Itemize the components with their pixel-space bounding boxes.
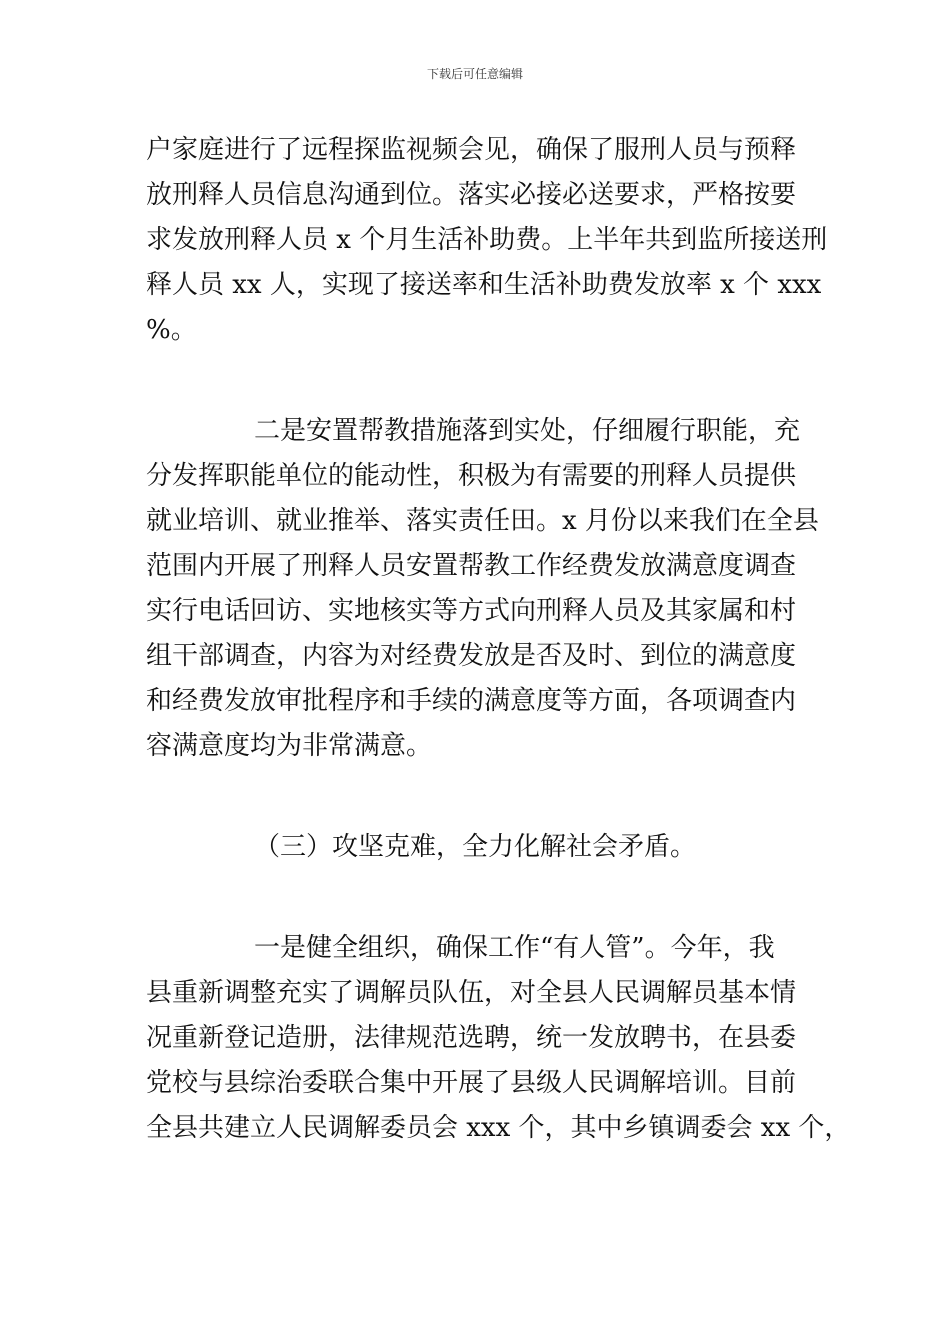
paragraph-line: 户家庭进行了远程探监视频会见，确保了服刑人员与预释 — [146, 135, 797, 165]
paragraph-line: 党校与县综治委联合集中开展了县级人民调解培训。目前 — [146, 1068, 797, 1098]
page-header-note: 下载后可任意编辑 — [426, 67, 523, 81]
paragraph-line: 放刑释人员信息沟通到位。落实必接必送要求，严格按要 — [146, 180, 797, 210]
paragraph-line: 释人员 xx 人，实现了接送率和生活补助费发放率 x 个 xxx — [146, 270, 822, 300]
paragraph-line: 况重新登记造册，法律规范选聘，统一发放聘书，在县委 — [146, 1023, 797, 1053]
paragraph-line: 容满意度均为非常满意。 — [146, 731, 433, 761]
paragraph-spacer — [146, 769, 806, 825]
paragraph-line: %。 — [146, 315, 197, 345]
paragraph-spacer — [146, 870, 806, 926]
section-heading — [146, 825, 806, 870]
paragraph-line: 分发挥职能单位的能动性，积极为有需要的刑释人员提供 — [146, 461, 797, 491]
paragraph-1 — [146, 128, 828, 353]
paragraph-3 — [146, 926, 851, 1151]
paragraph-line: 范围内开展了刑释人员安置帮教工作经费发放满意度调查 — [146, 551, 797, 581]
paragraph-line: 求发放刑释人员 x 个月生活补助费。上半年共到监所接送刑 — [146, 225, 828, 255]
paragraph-line: 全县共建立人民调解委员会 xxx 个，其中乡镇调委会 xx 个， — [146, 1113, 851, 1143]
paragraph-line: 实行电话回访、实地核实等方式向刑释人员及其家属和村 — [146, 596, 797, 626]
paragraph-line: 一是健全组织，确保工作“有人管”。今年，我 — [254, 933, 775, 963]
section-heading-text: （三）攻坚克难，全力化解社会矛盾。 — [254, 832, 697, 862]
paragraph-line: 和经费发放审批程序和手续的满意度等方面，各项调查内 — [146, 686, 797, 716]
paragraph-spacer — [146, 353, 806, 409]
paragraph-line: 二是安置帮教措施落到实处，仔细履行职能，充 — [254, 416, 801, 446]
paragraph-line: 就业培训、就业推举、落实责任田。x 月份以来我们在全县 — [146, 506, 819, 536]
document-body — [146, 128, 851, 1151]
paragraph-2 — [146, 409, 819, 769]
paragraph-line: 县重新调整充实了调解员队伍，对全县人民调解员基本情 — [146, 978, 797, 1008]
paragraph-line: 组干部调查，内容为对经费发放是否及时、到位的满意度 — [146, 641, 797, 671]
